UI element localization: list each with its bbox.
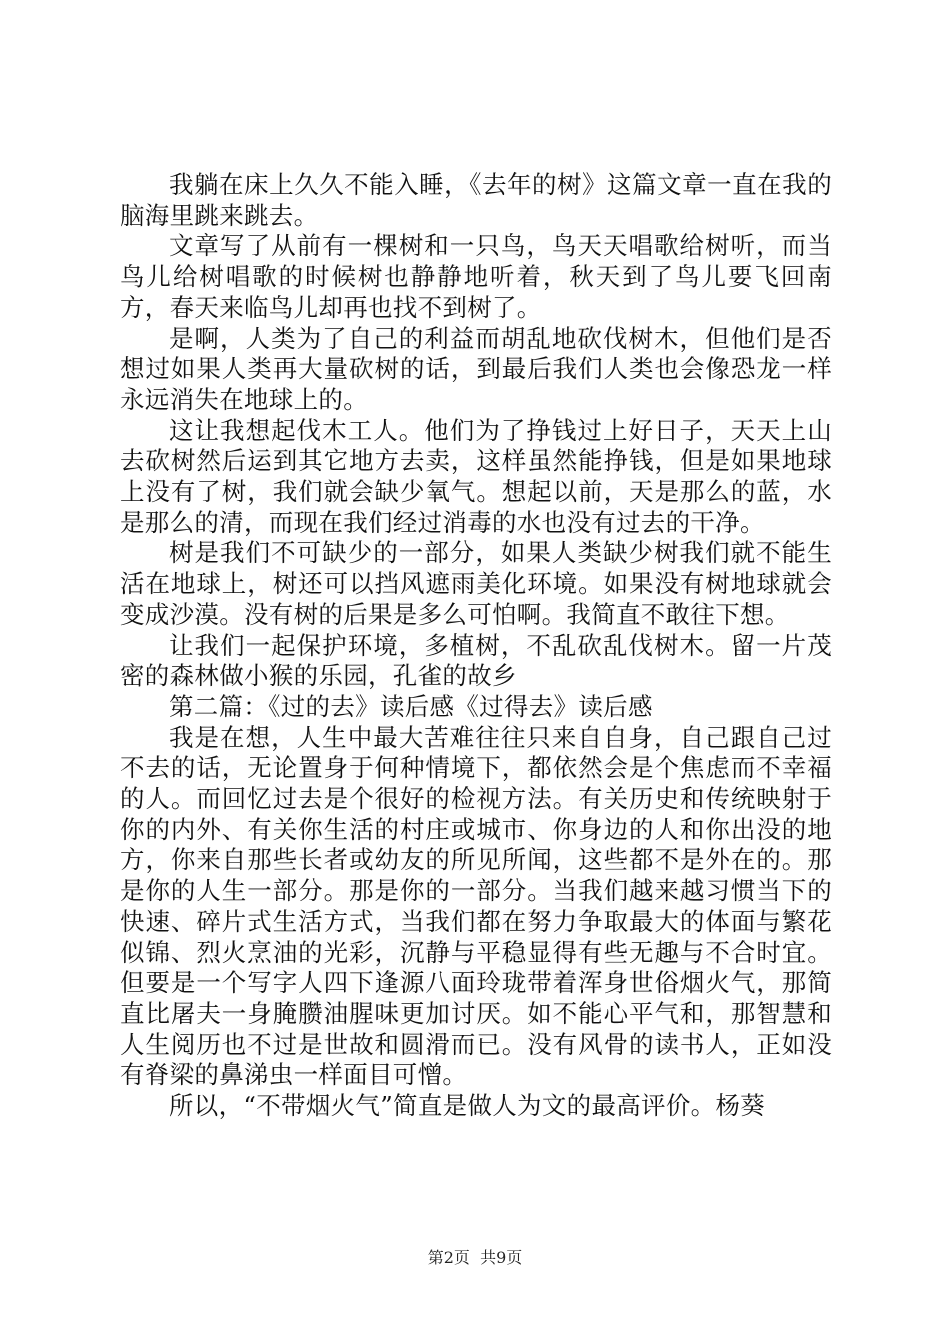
paragraph: 树是我们不可缺少的一部分，如果人类缺少树我们就不能生活在地球上，树还可以挡风遮雨美化环境。如果没有树地球就会变成沙漠。没有树的后果是多么可怕啊。我简直不敢往下想。 xyxy=(120,538,832,629)
page-number-footer: 第2页 共9页 xyxy=(427,1248,523,1267)
paragraph: 是啊，人类为了自己的利益而胡乱地砍伐树木，但他们是否想过如果人类再大量砍树的话，到最后我们人类也会像恐龙一样永远消失在地球上的。 xyxy=(120,323,832,414)
section-heading: 第二篇：《过的去》读后感《过得去》读后感 xyxy=(169,691,653,721)
paragraph: 我躺在床上久久不能入睡，《去年的树》这篇文章一直在我的脑海里跳来跳去。 xyxy=(120,170,832,230)
document-body xyxy=(120,170,832,1122)
paragraph: 文章写了从前有一棵树和一只鸟，鸟天天唱歌给树听，而当鸟儿给树唱歌的时候树也静静地听着，秋天到了鸟儿要飞回南方，春天来临鸟儿却再也找不到树了。 xyxy=(120,231,832,322)
paragraph: 我是在想，人生中最大苦难往往只来自自身，自己跟自己过不去的话，无论置身于何种情境下，都依然会是个焦虑而不幸福的人。而回忆过去是个很好的检视方法。有关历史和传统映射于你的内外、有关你生活的村庄或城市、你身边的人和你出没的地方，你来自那些长者或幼友的所见所闻，这些都不是外在的。那是你的人生一部分。那是你的一部分。当我们越来越习惯当下的快速、碎片式生活方式，当我们都在努力争取最大的体面与繁花似锦、烈火烹油的光彩，沉静与平稳显得有些无趣与不合时宜。但要是一个写字人四下逢源八面玲珑带着浑身世俗烟火气，那简直比屠夫一身腌臜油腥味更加讨厌。如不能心平气和，那智慧和人生阅历也不过是世故和圆滑而已。没有风骨的读书人，正如没有脊梁的鼻涕虫一样面目可憎。 xyxy=(120,722,832,1090)
paragraph: 所以，“不带烟火气”简直是做人为文的最高评价。杨葵 xyxy=(169,1091,766,1121)
paragraph: 这让我想起伐木工人。他们为了挣钱过上好日子，天天上山去砍树然后运到其它地方去卖，这样虽然能挣钱，但是如果地球上没有了树，我们就会缺少氧气。想起以前，天是那么的蓝，水是那么的清，而现在我们经过消毒的水也没有过去的干净。 xyxy=(120,415,832,537)
paragraph: 让我们一起保护环境，多植树，不乱砍乱伐树木。留一片茂密的森林做小猴的乐园，孔雀的故乡 xyxy=(120,630,832,691)
